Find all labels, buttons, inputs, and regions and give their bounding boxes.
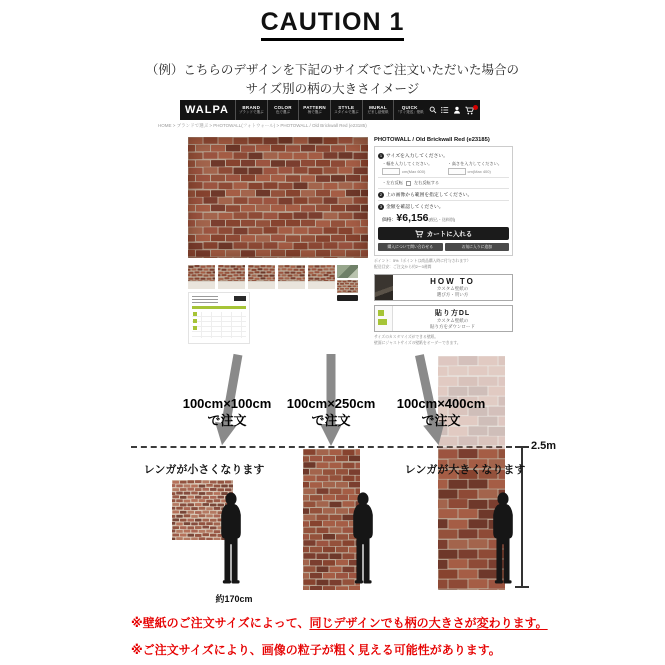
person-height-label: 約170cm [215,594,253,604]
step-text: 上の画像から範囲を指定してください。 [386,193,473,198]
flip-checkbox-label: 左右反転する [413,180,440,185]
product-thumbnail[interactable] [218,265,245,289]
price-row [382,212,509,224]
spec-sheet-thumbnail[interactable] [188,292,250,344]
product-title: PHOTOWALL / Old Brickwall Red (e23185) [374,137,490,143]
cart-badge [473,105,478,110]
nav-sublabel: 「すぐ発送」壁紙 [395,110,424,114]
order-suffix: で注文 [311,412,351,428]
howto-line2: 選び方・買い方 [436,292,469,298]
user-icon[interactable] [453,106,461,114]
product-main-image[interactable] [188,137,368,258]
nav-sublabel: ブランドで選ぶ [239,110,264,114]
price-label: 価格： [382,218,397,223]
order-form [374,146,513,256]
order-size: 100cm×100cm [182,396,272,411]
delivery-note: 配送目安：ご注文から約2〜3週間 [374,264,432,269]
nav-item-color[interactable] [267,100,299,120]
height-input[interactable] [448,168,466,175]
product-thumbnail[interactable] [188,265,215,289]
height-label: ・高さを入力してください。 [447,161,502,166]
howto-image [375,275,393,300]
nav-label: STYLE [338,104,355,110]
nav-sublabel: だまし絵壁紙 [367,110,389,114]
subtitle-line2: サイズ別の柄の大きさイメージ [245,82,420,96]
order-suffix: で注文 [207,412,247,428]
order-label-100x250 [287,396,376,430]
walpa-logo[interactable]: WALPA [185,104,229,116]
howto-thumbnail[interactable] [337,265,358,278]
shop-nav [235,100,425,120]
paste-dl-image [375,306,393,331]
height-unit: cm(Max 400) [467,169,491,174]
step-number: 2 [379,192,383,197]
cart-icon [415,230,424,238]
nav-item-pattern[interactable] [298,100,330,120]
caution-prefix: ※壁紙のご注文サイズによって、 [131,616,310,630]
size-inputs [382,161,509,175]
product-thumbnail[interactable] [248,265,275,289]
spec-grid [192,312,246,338]
step-number: 1 [379,153,383,158]
step-3 [378,203,509,210]
nav-label: MURAL [369,104,387,110]
header-icons [429,106,475,115]
cart-button-label: カートに入れる [426,231,473,238]
shop-header [180,100,480,120]
smaller-bricks-label: レンガが小さくなります [143,464,265,476]
inquiry-button[interactable]: 購入について問い合わせる [378,243,443,251]
nav-label: QUICK [401,104,418,110]
paste-dl-title: 貼り方DL [434,309,471,317]
flip-row [382,180,509,186]
height-group [448,161,510,175]
price-note: (税込・送料別) [428,217,456,222]
nav-item-brand[interactable] [235,100,267,120]
shop-screenshot [155,100,515,356]
page-title [0,8,665,41]
caution-line-2: ※ご注文サイズにより、画像の粒子が粗く見える可能性があります。 [131,643,501,657]
point-notes [374,259,513,270]
product-thumbnail[interactable] [278,265,305,289]
wall-height-label: 2.5m [531,440,557,452]
paste-dl-line1: カスタム壁紙の [436,317,469,323]
spec-green-bar [192,306,246,309]
subtitle-line1: （例）こちらのデザインを下記のサイズでご注文いただいた場合の [145,63,520,77]
spec-text-lines [192,296,218,303]
search-icon[interactable] [429,106,437,114]
flip-label: ・左右反転 [382,180,403,185]
bottom-note1: サイズのカスタマイズができる壁紙。 [374,335,439,340]
step-2 [378,191,509,198]
spec-mini-button [234,296,246,301]
secondary-buttons [378,243,509,251]
width-input[interactable] [382,168,400,175]
nav-label: COLOR [274,104,292,110]
cart-button[interactable] [465,106,475,115]
add-to-cart-button[interactable] [378,227,509,240]
step-text: 金額を確認してください。 [386,205,444,210]
list-icon[interactable] [441,106,449,114]
nav-sublabel: 柄で選ぶ [307,110,322,114]
width-group [382,161,444,175]
order-suffix: で注文 [421,412,461,428]
nav-label: PATTERN [303,104,326,110]
product-panel [374,137,513,347]
bigger-bricks-label: レンガが大きくなります [404,464,526,476]
person-silhouette [214,492,248,590]
person-silhouette [346,492,380,590]
order-size: 100cm×250cm [286,396,376,411]
paste-dl-banner[interactable] [374,305,513,332]
paste-dl-line2: 貼り方をダウンロード [430,323,475,329]
order-label-100x400 [397,396,486,430]
nav-label: BRAND [242,104,261,110]
howto-line1: カスタム壁紙の [436,286,469,292]
bottom-notes [374,335,513,346]
order-label-100x100 [183,396,272,430]
bottom-note2: 壁面にジャストサイズの壁紙をオーダーできます。 [374,341,461,346]
step-text: サイズを入力してください。 [386,154,448,159]
caution-underlined: 同じデザインでも柄の大きさが変わります。 [309,616,548,630]
favorite-button[interactable]: お気に入りに追加 [445,243,510,251]
nav-sublabel: 色で選ぶ [275,110,290,114]
product-thumbnail[interactable] [337,280,358,293]
nav-sublabel: スタイルで選ぶ [334,110,359,114]
howto-banner[interactable] [374,274,513,301]
step-1 [378,152,509,159]
extra-thumbnails [337,265,358,301]
flip-checkbox[interactable] [406,181,411,186]
nav-item-mural[interactable] [362,100,394,120]
width-label: ・幅を入力してください。 [382,161,433,166]
nav-item-quick[interactable] [393,100,425,120]
width-unit: cm(Max 600) [402,169,426,174]
point-note: ポイント：5%（ポイントは商品購入時に付与されます） [374,259,471,263]
gallery-button[interactable] [337,295,358,301]
person-silhouette [486,492,520,590]
step-number: 3 [379,204,383,209]
nav-item-style[interactable] [330,100,362,120]
howto-title: HOW TO [430,277,475,287]
price-value: ¥6,156 [396,212,429,224]
order-size: 100cm×400cm [396,396,486,411]
caution-line-1 [131,614,548,631]
page-title-text: CAUTION 1 [261,8,405,41]
thumbnail-row [188,265,335,289]
breadcrumb[interactable]: HOME > ブランドで選ぶ > PHOTOWALL(フォトウォール) > PHOTOWALL / Old Brickwall Red (e23185) [158,123,367,128]
product-thumbnail[interactable] [308,265,335,289]
